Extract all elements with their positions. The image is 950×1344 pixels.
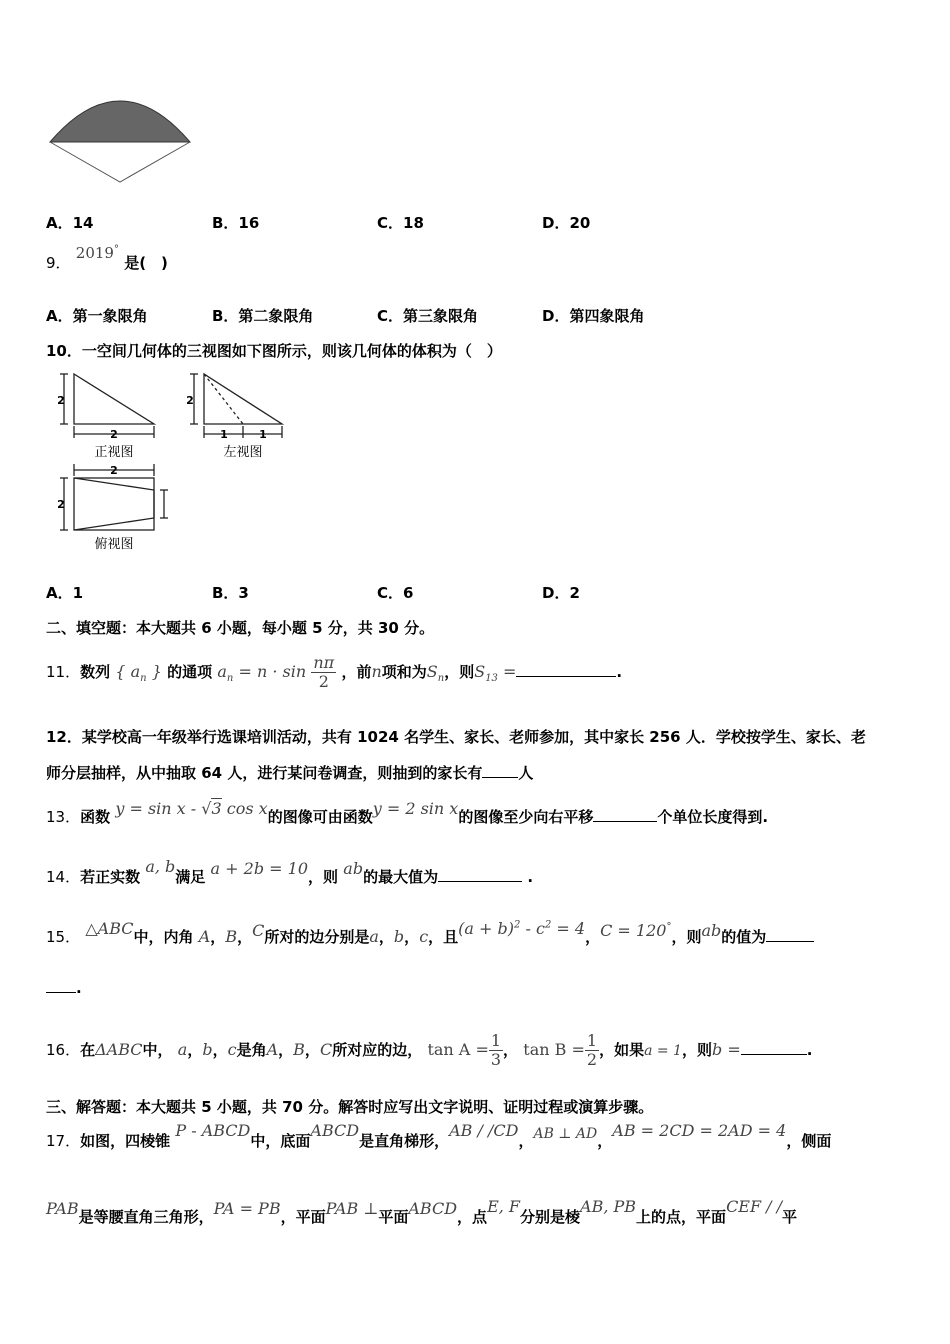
q15-triangle: △ABC — [85, 919, 134, 938]
q9-option-b: B．第二象限角 — [212, 307, 314, 325]
q16-text-5: ，如果 — [599, 1041, 645, 1059]
q11-formula: $a_n = n \cdot \sin$ — [217, 662, 307, 685]
sector-figure — [44, 96, 196, 188]
q14-answer-blank[interactable] — [438, 867, 522, 882]
left-view — [190, 374, 282, 438]
q9-tail: 是( ) — [124, 254, 168, 272]
question-16: 16．在ΔABC中， a，b，c是角A，B，C所对应的边， tan A = $\frac{1}{3}$ ， tan B = $\frac{1}{2}$ ，如果a = 1，则b = . — [46, 1031, 813, 1069]
q15-cond1c: = 4 — [551, 919, 586, 938]
q15-cond-1 — [458, 919, 585, 938]
q17-base: ABCD — [310, 1121, 360, 1140]
q17-text-6: ，平面 — [280, 1208, 326, 1226]
q8-option-c: C．18 — [377, 214, 424, 232]
q15-cond-2 — [600, 921, 671, 940]
q15-A: A — [198, 927, 211, 946]
q17-cef: CEF / / — [726, 1197, 783, 1216]
q11-number: 11． — [46, 663, 81, 681]
q13-answer-blank[interactable] — [593, 807, 657, 822]
q16-a: a — [177, 1040, 188, 1059]
q9-degree: ° — [113, 244, 119, 255]
q11-S13 — [474, 662, 517, 685]
q15-cond1b: - c — [520, 919, 545, 938]
q13-text-3: 的图像至少向右平移 — [458, 808, 594, 826]
q15-c: c — [419, 927, 429, 946]
q11-formula-mid: = n · sin — [233, 662, 307, 681]
question-15-continuation — [46, 978, 82, 997]
q16-text-6: ，则 — [681, 1041, 712, 1059]
q13-text-4: 个单位长度得到. — [657, 808, 769, 826]
top-width-label: 2 — [110, 464, 118, 477]
q16-b: b — [202, 1040, 213, 1059]
q16-number: 16． — [46, 1041, 81, 1059]
q16-C: C — [319, 1040, 333, 1059]
q16-text-3: 是角 — [236, 1041, 267, 1059]
q11-fraction — [311, 654, 336, 691]
q11-Sn: $S_n$ — [426, 662, 445, 685]
q17-text-9: 分别是棱 — [520, 1208, 581, 1226]
q17-text-2: 中，底面 — [250, 1132, 311, 1150]
question-10: 10．一空间几何体的三视图如下图所示，则该几何体的体积为（ ） — [46, 342, 502, 360]
question-12-line-1: 12．某学校高一年级举行选课培训活动，共有 1024 名学生、家长、老师参加，其中家长 256 人．学校按学生、家长、老 — [46, 728, 866, 746]
q17-text-7: 平面 — [378, 1208, 409, 1226]
q15-text-2: 所对的边分别是 — [264, 928, 370, 946]
q13-text-1: 函数 — [80, 808, 111, 826]
q11-frac-bot: 2 — [318, 672, 329, 691]
question-17-line-1: 17．如图，四棱锥 P - ABCD中，底面ABCD是直角梯形，AB / /CD，AB ⊥ AD，AB = 2CD = 2AD = 4，侧面 — [46, 1121, 832, 1150]
q16-end: . — [806, 1041, 813, 1059]
q15-text-1: 中，内角 — [133, 928, 194, 946]
question-14 — [46, 857, 534, 887]
q11-text-4: 项和为 — [381, 663, 427, 681]
q9-option-c: C．第三象限角 — [377, 307, 479, 325]
q13-sqrt3: 3 — [211, 799, 222, 818]
question-17-line-2 — [46, 1197, 798, 1227]
q14-number: 14． — [46, 868, 81, 886]
front-view-label: 正视图 — [94, 445, 134, 460]
q10-option-a: A．1 — [46, 584, 84, 602]
q17-ab-pb: AB, PB — [580, 1197, 637, 1216]
q16-fraction-a — [489, 1032, 503, 1069]
q11-seq-a: a — [130, 662, 141, 681]
q16-text-1: 在 — [80, 1041, 96, 1059]
q16-tanB: tan B = — [523, 1040, 585, 1059]
q16-tanA: tan A = — [427, 1040, 489, 1059]
q15-text-5: 的值为 — [721, 928, 767, 946]
q15-answer-blank-cont[interactable] — [46, 978, 76, 993]
q16-fraction-b — [585, 1032, 599, 1069]
q16-triangle: ΔABC — [95, 1040, 143, 1059]
q12-answer-blank[interactable] — [482, 763, 518, 778]
q17-text-5: 是等腰直角三角形， — [78, 1208, 214, 1226]
q8-option-d: D．20 — [542, 214, 591, 232]
q9-expr-value: 2019 — [75, 244, 114, 262]
triangle-part — [50, 142, 190, 182]
q10-option-d: D．2 — [542, 584, 580, 602]
q16-tanB-group — [523, 1031, 599, 1069]
q17-pab-perp: PAB ⊥ — [325, 1199, 379, 1218]
q11-text-3: ，前 — [341, 663, 372, 681]
q17-text-4: ，侧面 — [786, 1132, 832, 1150]
q15-cond2a: C = 120 — [600, 921, 667, 940]
q10-option-b: B．3 — [212, 584, 249, 602]
q11-eq: = — [497, 662, 517, 681]
q11-S13-letter: S — [474, 662, 486, 681]
q11-formula-lhs: a — [217, 662, 227, 681]
q15-text-4: ，则 — [671, 928, 702, 946]
q14-text-3: ，则 — [308, 868, 339, 886]
q15-B: B — [225, 927, 238, 946]
q8-option-b: B．16 — [212, 214, 260, 232]
q17-pyramid: P - ABCD — [175, 1121, 251, 1140]
top-height-label: 2 — [57, 498, 65, 511]
q15-C: C — [252, 921, 265, 940]
q16-A: A — [266, 1040, 279, 1059]
question-9 — [46, 244, 168, 273]
q17-text-3: 是直角梯形， — [359, 1132, 450, 1150]
q17-pa-eq: PA = PB — [213, 1199, 281, 1218]
q14-text-1: 若正实数 — [80, 868, 141, 886]
q13-func-1: y = sin x - √3 cos x — [115, 799, 268, 818]
q17-text-11: 平 — [782, 1208, 798, 1226]
question-13 — [46, 799, 769, 827]
front-height-label: 2 — [57, 394, 65, 407]
q16-c: c — [227, 1040, 237, 1059]
q11-S: S — [426, 662, 438, 681]
q17-parallel: AB / /CD — [449, 1121, 519, 1140]
q15-sq-1: 2 — [514, 919, 521, 931]
front-view — [60, 374, 154, 438]
q14-end: . — [527, 868, 534, 886]
q17-abcd: ABCD — [408, 1199, 458, 1218]
left-width-label-2: 1 — [259, 428, 267, 441]
question-12-line-2 — [46, 762, 533, 783]
left-height-label: 2 — [186, 394, 194, 407]
q16-B: B — [293, 1040, 305, 1059]
q15-end: . — [76, 979, 82, 997]
q9-option-a: A．第一象限角 — [46, 307, 148, 325]
q15-a: a — [369, 927, 379, 946]
q14-ab: ab — [343, 859, 364, 878]
q13-number: 13． — [46, 808, 81, 826]
q16-frac-b-top: 1 — [586, 1031, 598, 1050]
q9-number: 9． — [46, 254, 71, 272]
question-15: 15． △ABC中，内角 A，B，C所对的边分别是a，b，c，且$(a + b)^2 - c^2 = 4$，C = 120°，则ab的值为 — [46, 926, 814, 947]
q16-frac-a-top: 1 — [490, 1031, 502, 1050]
section-2-heading: 二、填空题：本大题共 6 小题，每小题 5 分，共 30 分。 — [46, 619, 435, 637]
q11-n: n — [371, 662, 382, 681]
section-3-heading: 三、解答题：本大题共 5 小题，共 70 分。解答时应写出文字说明、证明过程或演算步骤。 — [46, 1098, 654, 1116]
q14-condition: a + 2b = 10 — [210, 859, 309, 878]
q13-func-2: y = 2 sin x — [372, 799, 459, 818]
q15-degree: ° — [666, 921, 672, 933]
q9-expression — [76, 244, 119, 262]
q16-tanA-group — [427, 1031, 503, 1069]
q16-frac-a-bot: 3 — [490, 1050, 502, 1069]
q17-text-8: ，点 — [457, 1208, 488, 1226]
q17-lengths: AB = 2CD = 2AD = 4 — [612, 1121, 787, 1140]
q10-option-c: C．6 — [377, 584, 414, 602]
top-view-label: 俯视图 — [94, 537, 134, 552]
q11-sequence: { $a_n$ } — [115, 662, 162, 685]
q14-vars: a, b — [145, 857, 176, 876]
three-view-diagram — [44, 368, 288, 554]
q16-text-4: 所对应的边， — [332, 1041, 423, 1059]
q17-pab: PAB — [46, 1199, 79, 1218]
q11-text-2: 的通项 — [167, 663, 213, 681]
q8-option-a: A．14 — [46, 214, 94, 232]
q15-b: b — [393, 927, 405, 946]
q11-sub-13: 13 — [485, 673, 498, 685]
q11-text-1: 数列 — [80, 663, 111, 681]
q12-text-a: 师分层抽样，从中抽取 64 人，进行某问卷调查，则抽到的家长有 — [46, 764, 483, 782]
front-width-label: 2 — [110, 428, 118, 441]
left-width-label-1: 1 — [220, 428, 228, 441]
q17-text-1: 如图，四棱锥 — [80, 1132, 171, 1150]
q15-text-3: ，且 — [428, 928, 459, 946]
q17-text-10: 上的点，平面 — [636, 1208, 727, 1226]
q13-text-2: 的图像可由函数 — [267, 808, 373, 826]
q11-answer-blank[interactable] — [516, 662, 616, 677]
q13-f1a: y = sin x - — [115, 799, 202, 818]
q15-cond1a: (a + b) — [458, 919, 515, 938]
q17-perpendicular: AB ⊥ AD — [533, 1126, 598, 1142]
q15-answer-blank[interactable] — [766, 927, 814, 942]
shaded-segment — [50, 101, 190, 142]
q15-number: 15． — [46, 928, 81, 946]
q15-ab: ab — [701, 921, 722, 940]
q16-answer-blank[interactable] — [741, 1040, 807, 1055]
q16-text-2: 中， — [142, 1041, 173, 1059]
q17-number: 17． — [46, 1132, 81, 1150]
q16-b-eq: b = — [711, 1040, 741, 1059]
q17-ef: E, F — [487, 1197, 521, 1216]
q11-text-5: ，则 — [444, 663, 475, 681]
q9-option-d: D．第四象限角 — [542, 307, 645, 325]
left-view-label: 左视图 — [223, 445, 263, 460]
q15-sq-2: 2 — [544, 919, 552, 931]
q16-a-cond: a = 1 — [644, 1043, 682, 1059]
q14-text-2: 满足 — [175, 868, 206, 886]
q11-end: . — [616, 663, 623, 681]
q16-frac-b-bot: 2 — [586, 1050, 598, 1069]
q11-frac-top: nπ — [313, 653, 335, 672]
question-11 — [46, 654, 622, 691]
q14-text-4: 的最大值为 — [363, 868, 439, 886]
q13-f1b: cos x — [226, 799, 268, 818]
q12-text-b: 人 — [518, 764, 534, 782]
